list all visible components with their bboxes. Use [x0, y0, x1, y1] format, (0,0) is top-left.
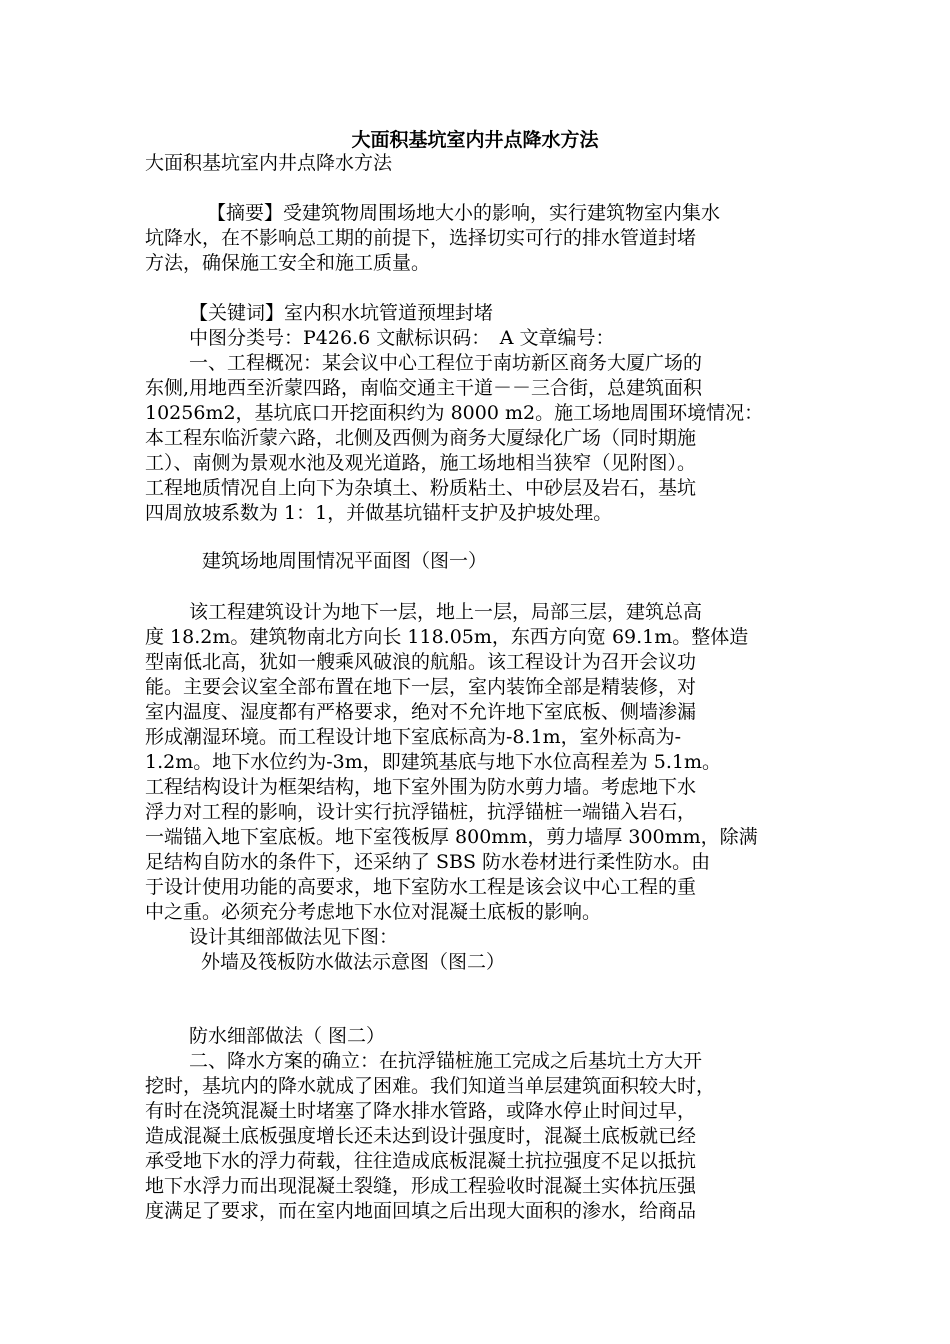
figure2-caption: 外墙及筏板防水做法示意图（图二）	[201, 951, 506, 973]
section1b-line: 型南低北高，犹如一艘乘风破浪的航船。该工程设计为召开会议功	[145, 651, 697, 673]
section1b-line: 设计其细部做法见下图：	[189, 926, 399, 948]
figure1-caption: 建筑场地周围情况平面图（图一）	[202, 550, 488, 572]
section1-line: 四周放坡系数为 1：1，并做基坑锚杆支护及护坡处理。	[145, 502, 613, 524]
section1b-line: 浮力对工程的影响，设计实行抗浮锚桩，抗浮锚桩一端锚入岩石，	[145, 801, 697, 823]
abstract-line: 【摘要】受建筑物周围场地大小的影响，实行建筑物室内集水	[207, 202, 721, 224]
section1-line: 一、工程概况：某会议中心工程位于南坊新区商务大厦广场的	[189, 352, 703, 374]
section1b-line: 室内温度、湿度都有严格要求，绝对不允许地下室底板、侧墙渗漏	[145, 701, 697, 723]
section1b-line: 形成潮湿环境。而工程设计地下室底标高为-8.1m，室外标高为-	[145, 726, 682, 748]
keywords-line: 【关键词】室内积水坑管道预埋封堵	[189, 302, 494, 324]
section1-line: 10256m2，基坑底口开挖面积约为 8000 m2。施工场地周围环境情况：	[145, 402, 764, 424]
section1b-line: 中之重。必须充分考虑地下水位对混凝土底板的影响。	[145, 901, 602, 923]
classification-line: 中图分类号：P426.6 文献标识码： A 文章编号：	[189, 327, 615, 349]
section2-line: 挖时，基坑内的降水就成了困难。我们知道当单层建筑面积较大时，	[145, 1075, 716, 1097]
section2-line: 承受地下水的浮力荷载，往往造成底板混凝土抗拉强度不足以抵抗	[145, 1150, 697, 1172]
section2-line: 有时在浇筑混凝土时堵塞了降水排水管路，或降水停止时间过早，	[145, 1100, 697, 1122]
section1b-line: 1.2m。地下水位约为-3m，即建筑基底与地下水位高程差为 5.1m。	[145, 751, 722, 773]
section2-line: 造成混凝土底板强度增长还未达到设计强度时，混凝土底板就已经	[145, 1125, 697, 1147]
section1-line: 本工程东临沂蒙六路，北侧及西侧为商务大厦绿化广场（同时期施	[145, 427, 697, 449]
document-subtitle: 大面积基坑室内井点降水方法	[145, 152, 393, 174]
section1b-line: 于设计使用功能的高要求，地下室防水工程是该会议中心工程的重	[145, 876, 697, 898]
document-title: 大面积基坑室内井点降水方法	[351, 129, 599, 151]
section2-line: 度满足了要求，而在室内地面回填之后出现大面积的渗水，给商品	[145, 1200, 697, 1222]
abstract-line: 坑降水，在不影响总工期的前提下，选择切实可行的排水管道封堵	[145, 227, 697, 249]
section1b-line: 足结构自防水的条件下，还采纳了 SBS 防水卷材进行柔性防水。由	[145, 851, 711, 873]
section1b-line: 一端锚入地下室底板。地下室筏板厚 800mm，剪力墙厚 300mm，除满	[145, 826, 758, 848]
section1b-line: 工程结构设计为框架结构，地下室外围为防水剪力墙。考虑地下水	[145, 776, 697, 798]
section2-line: 二、降水方案的确立：在抗浮锚桩施工完成之后基坑土方大开	[189, 1050, 703, 1072]
section1-line: 工程地质情况自上向下为杂填土、粉质粘土、中砂层及岩石，基坑	[145, 477, 697, 499]
section1b-line: 该工程建筑设计为地下一层，地上一层，局部三层，建筑总高	[189, 601, 703, 623]
section2-line: 地下水浮力而出现混凝土裂缝，形成工程验收时混凝土实体抗压强	[145, 1175, 697, 1197]
section1-line: 工）、南侧为景观水池及观光道路，施工场地相当狭窄（见附图）。	[145, 452, 697, 474]
figure2-note: 防水细部做法（ 图二）	[189, 1025, 386, 1047]
abstract-line: 方法，确保施工安全和施工质量。	[145, 252, 431, 274]
section1b-line: 能。主要会议室全部布置在地下一层，室内装饰全部是精装修，对	[145, 676, 697, 698]
section1b-line: 度 18.2m。建筑物南北方向长 118.05m，东西方向宽 69.1m。整体造	[145, 626, 749, 648]
section1-line: 东侧,用地西至沂蒙四路，南临交通主干道－－三合街，总建筑面积	[145, 377, 703, 399]
